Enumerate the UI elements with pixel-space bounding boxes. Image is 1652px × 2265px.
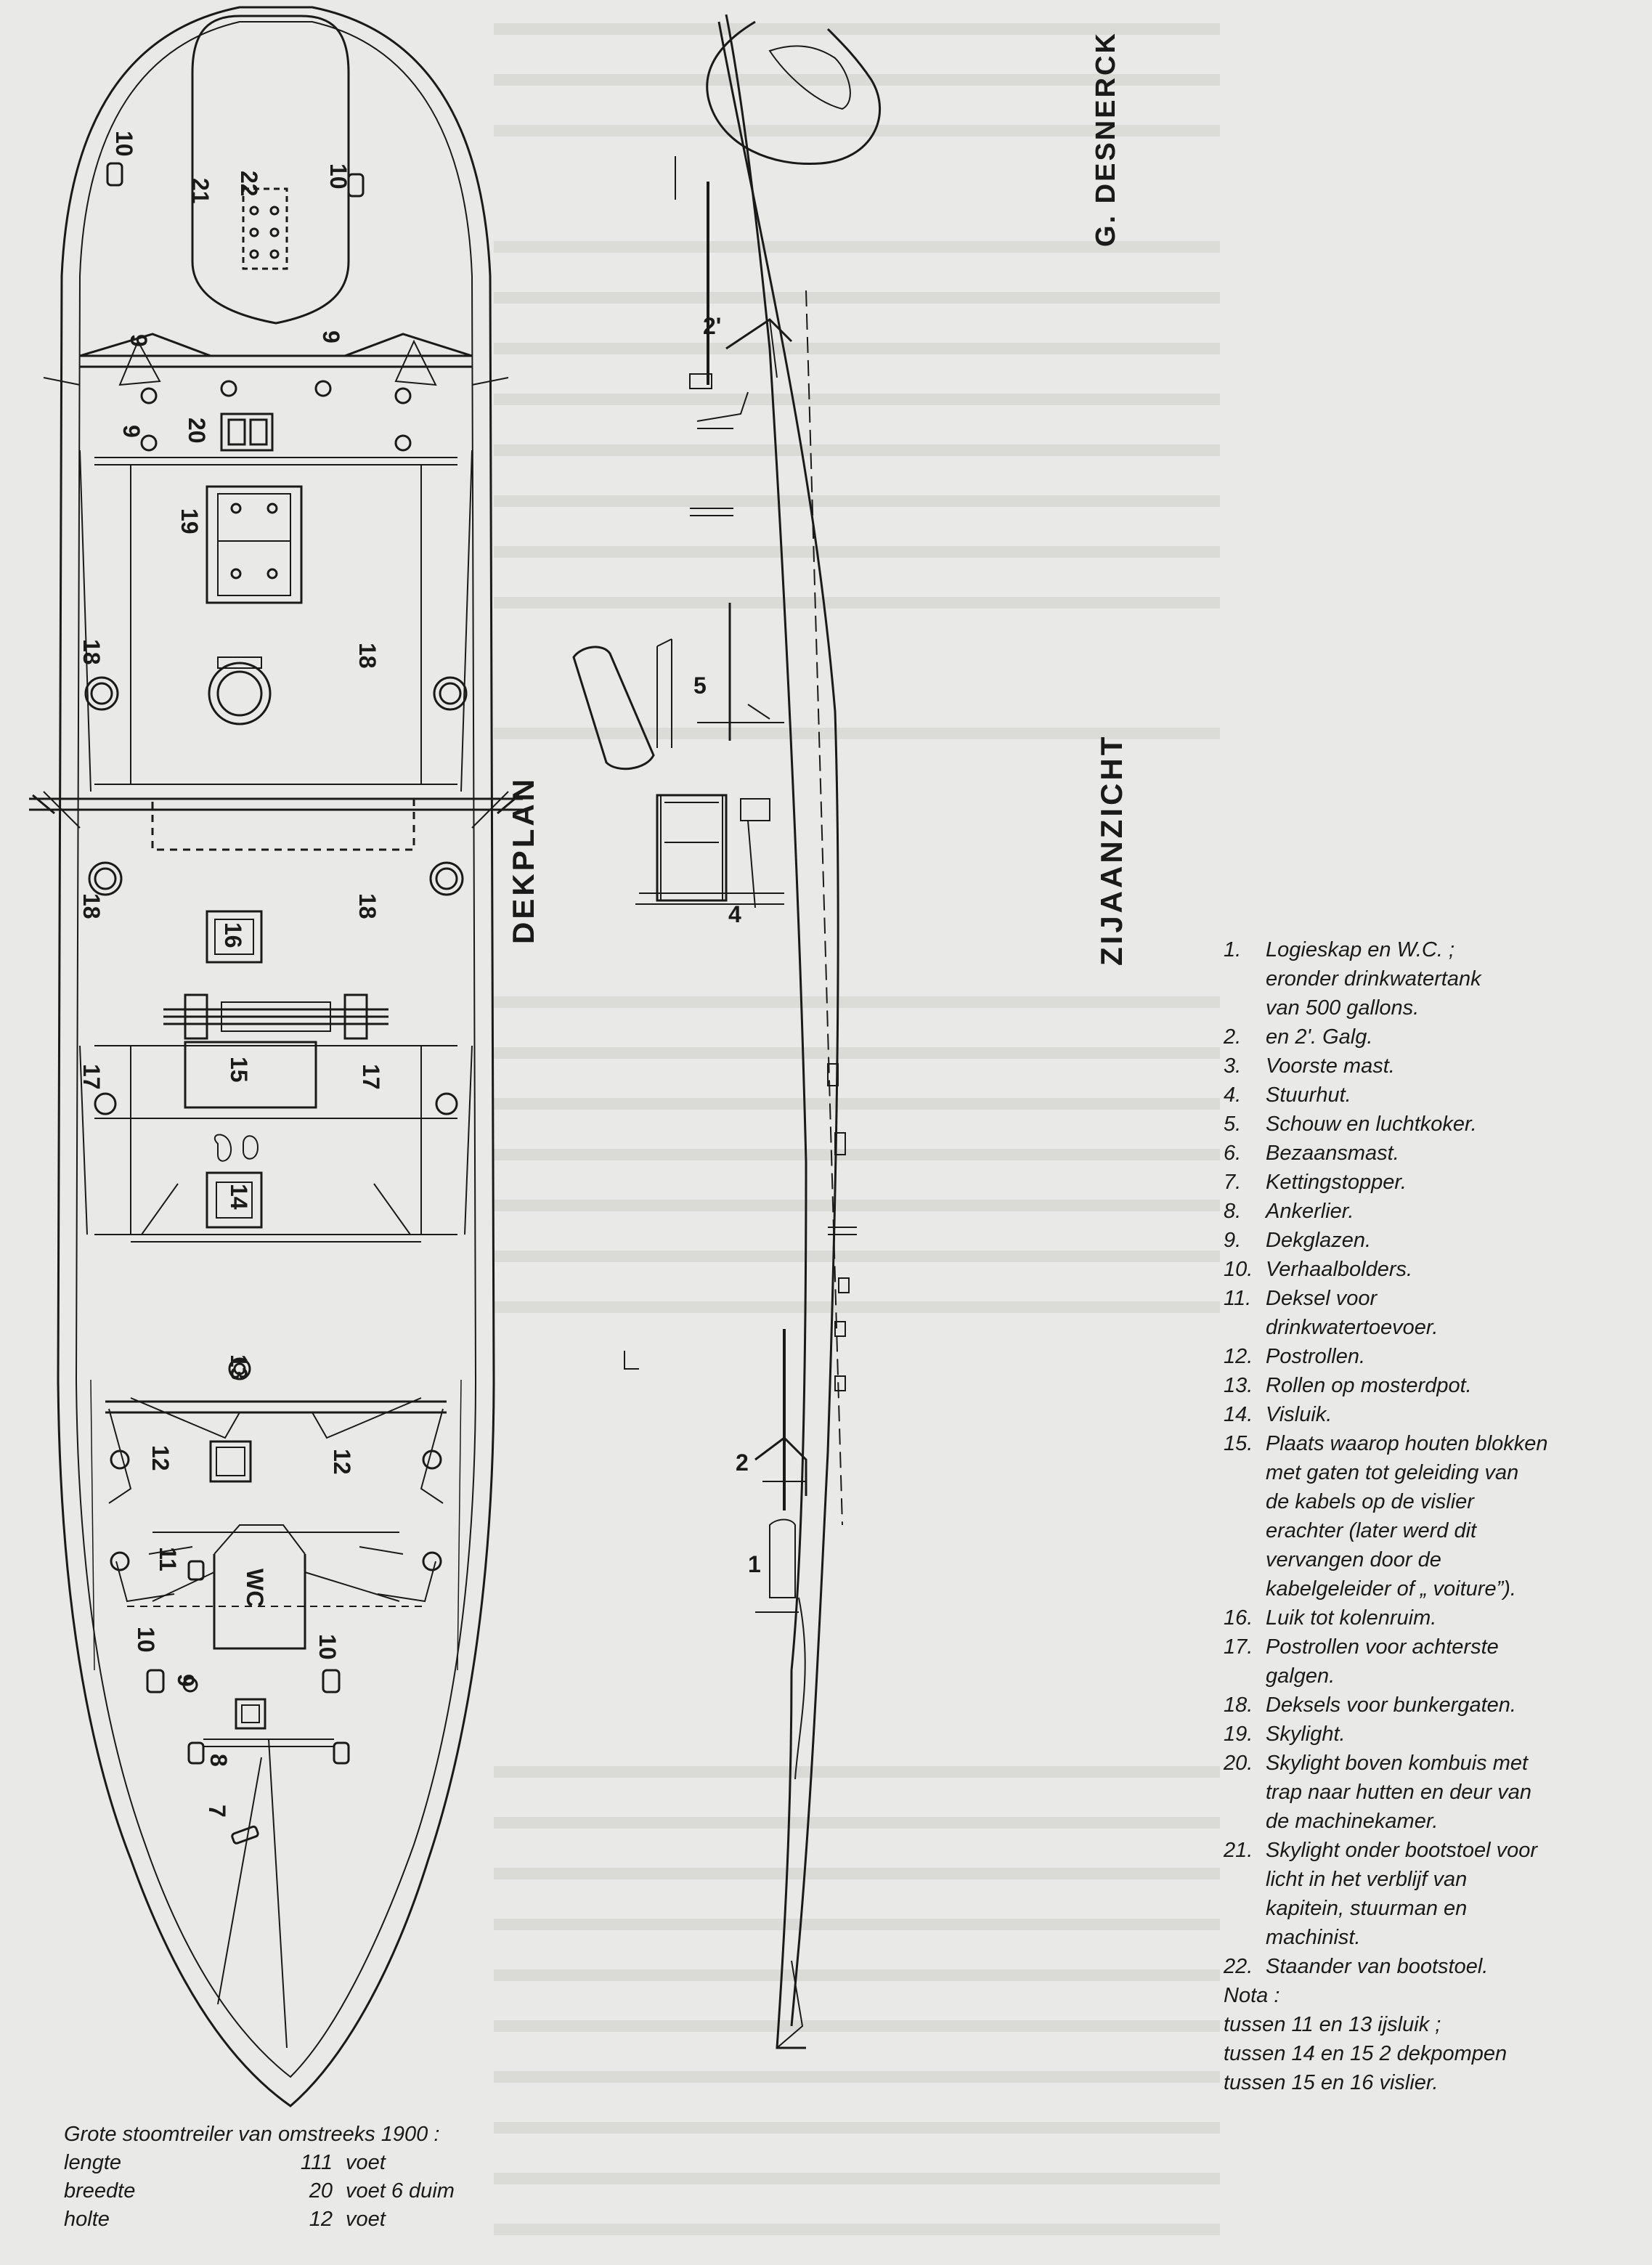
background-print	[494, 29, 1220, 2229]
deck-label: 17	[358, 1064, 384, 1090]
deck-label: 19	[176, 508, 203, 534]
side-view-title: ZIJAANZICHT	[1094, 733, 1128, 966]
stem	[777, 1670, 806, 2048]
deck-label: 9	[173, 1674, 199, 1687]
deck-label: WC	[242, 1569, 268, 1608]
nota-line: tussen 11 en 13 ijsluik ;	[1224, 2013, 1441, 2036]
legend-item: 14. Visluik.	[1224, 1403, 1332, 1426]
legend-item: 9. Dekglazen.	[1224, 1229, 1372, 1252]
vislier	[163, 1009, 388, 1024]
skylight-19	[207, 487, 301, 603]
ankerlier-8	[236, 1699, 265, 1728]
logieskap-side	[770, 1520, 795, 1598]
legend-item: 18. Deksels voor bunkergaten.	[1224, 1693, 1516, 1717]
legend-item: 17. Postrollen voor achterste galgen.	[1224, 1635, 1499, 1688]
legend-item: 2. en 2'. Galg.	[1224, 1025, 1373, 1049]
legend-item: 21. Skylight onder bootstoel voor licht in het verblijf van kapitein, stuurman en machinist.	[1224, 1839, 1537, 1949]
deck-label: 9	[318, 330, 344, 343]
deck-label: 9	[118, 425, 145, 438]
nota-title: Nota :	[1224, 1984, 1280, 2007]
funnel-side	[574, 647, 654, 769]
deck-label: 18	[354, 643, 381, 669]
skylight-21	[243, 189, 287, 269]
deck-label: 10	[111, 131, 137, 157]
legend-item: 8. Ankerlier.	[1224, 1200, 1354, 1223]
deck-label: 15	[226, 1057, 252, 1083]
keel	[719, 22, 838, 2026]
deck-plan-labels	[78, 131, 384, 1818]
legend-item: 5. Schouw en luchtkoker.	[1224, 1113, 1477, 1136]
legend-item: 7. Kettingstopper.	[1224, 1171, 1407, 1194]
deck-logieskap	[192, 16, 349, 323]
kettingstopper-7	[232, 1826, 259, 1844]
deck-label: 10	[133, 1627, 159, 1653]
caption-title: Grote stoomtreiler van omstreeks 1900 :	[64, 2123, 440, 2146]
dimension-row: breedte 20 voet 6 duim	[64, 2179, 455, 2203]
legend-item: 16. Luik tot kolenruim.	[1224, 1606, 1437, 1630]
legend-item: 6. Bezaansmast.	[1224, 1142, 1399, 1165]
deck-label: 12	[147, 1445, 174, 1471]
legend	[1224, 935, 1641, 2097]
deck-label: 18	[78, 893, 105, 919]
legend-item: 4. Stuurhut.	[1224, 1083, 1351, 1107]
deck-label: 18	[354, 893, 381, 919]
side-view	[574, 15, 880, 2048]
deck-label: 22	[236, 171, 262, 197]
side-label: 1	[748, 1551, 761, 1577]
legend-item: 22. Staander van bootstoel.	[1224, 1955, 1489, 1978]
nota-line: tussen 15 en 16 vislier.	[1224, 2071, 1439, 2094]
legend-item: 3. Voorste mast.	[1224, 1054, 1395, 1078]
legend-item: 19. Skylight.	[1224, 1723, 1346, 1746]
deck-plan	[29, 7, 523, 2106]
deck-label: 10	[325, 163, 351, 190]
stuurhut	[657, 795, 726, 900]
caption	[64, 2120, 505, 2234]
side-label: 2	[736, 1449, 749, 1476]
deck-label: 8	[206, 1754, 232, 1767]
side-label: 4	[728, 901, 741, 927]
legend-item: 10. Verhaalbolders.	[1224, 1258, 1413, 1281]
deck-label: 10	[314, 1634, 341, 1660]
legend-item: 12. Postrollen.	[1224, 1345, 1366, 1368]
signature: G. DESNERCK	[1091, 31, 1121, 247]
side-label: 2'	[703, 313, 722, 339]
legend-item: 15. Plaats waarop houten blokken met gaten tot geleiding van de kabels op de vislier erachter (later werd dit vervangen door de kabelgeleider of „ voiture”).	[1224, 1432, 1548, 1601]
legend-item: 11. Deksel voor drinkwatertoevoer.	[1224, 1287, 1439, 1339]
deck-label: 20	[184, 418, 210, 444]
deck-label: 9	[126, 334, 152, 347]
deck-bulwark	[76, 22, 476, 2077]
dimension-row: lengte 111 voet	[64, 2151, 386, 2174]
deck-label: 17	[78, 1064, 105, 1090]
side-label: 5	[693, 672, 707, 699]
nota-line: tussen 14 en 15 2 dekpompen	[1224, 2042, 1507, 2065]
legend-item: 1. Logieskap en W.C. ; eronder drinkwatertank van 500 gallons.	[1224, 938, 1481, 1020]
deck-plan-title: DEKPLAN	[506, 776, 540, 944]
deck-label: 16	[220, 922, 246, 948]
deck-label: 7	[204, 1805, 230, 1818]
legend-item: 20. Skylight boven kombuis met trap naar hutten en deur van de machinekamer.	[1224, 1752, 1531, 1833]
legend-item: 13. Rollen op mosterdpot.	[1224, 1374, 1472, 1397]
waterline	[806, 290, 842, 1525]
deck-label: 21	[187, 178, 213, 204]
deck-label: 12	[329, 1449, 355, 1475]
deck-label: 18	[78, 639, 105, 665]
deck-label: 14	[226, 1184, 252, 1210]
dimension-row: holte 12 voet	[64, 2208, 386, 2231]
deck-label: 11	[155, 1547, 181, 1571]
galg-2	[755, 1438, 806, 1496]
deck-label: 13	[226, 1354, 252, 1380]
